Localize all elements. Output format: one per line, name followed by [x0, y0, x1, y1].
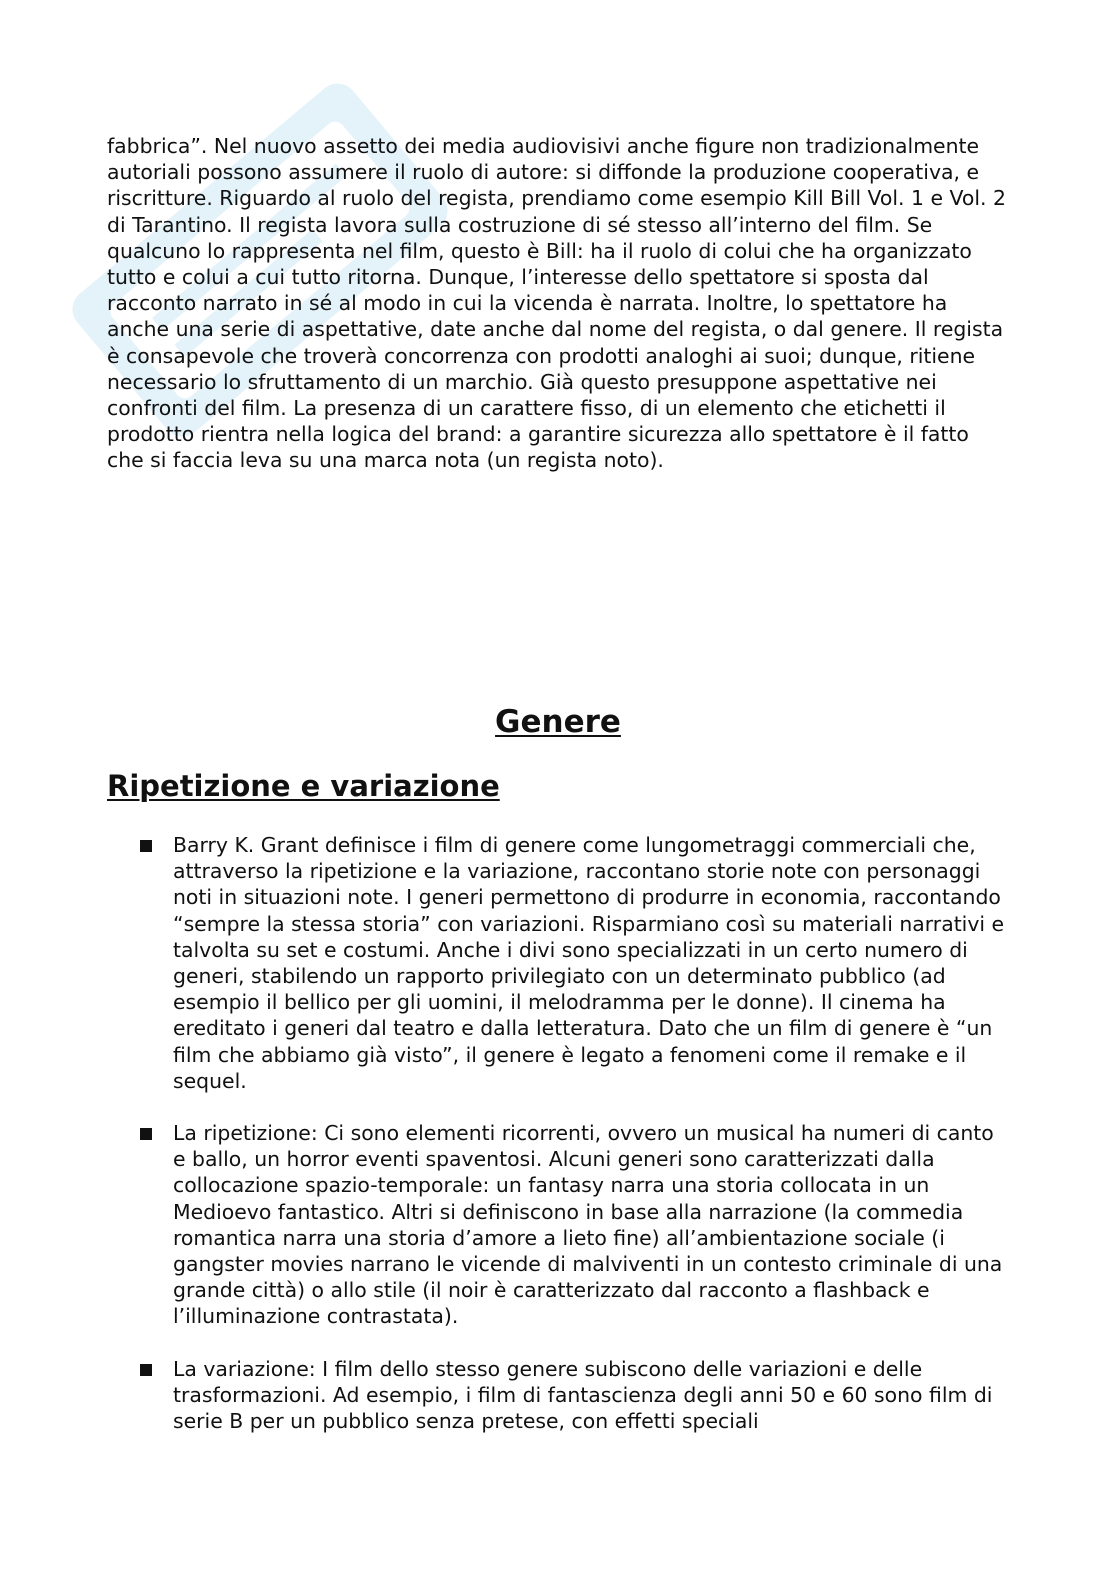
list-item: [107, 1120, 1007, 1330]
list-item: [107, 832, 1007, 1094]
bullet-list: [107, 832, 1007, 1460]
square-bullet-icon: [140, 840, 152, 852]
subsection-title: Ripetizione e variazione: [107, 769, 500, 803]
list-item: [107, 1356, 1007, 1435]
bullet-text: La ripetizione: Ci sono elementi ricorrenti, ovvero un musical ha numeri di canto e ballo, un horror eventi spaventosi. Alcuni generi sono caratterizzati dalla collocazione spazio-temporale: un fantasy narra una storia collocata in un Medioevo fantastico. Altri si definiscono in base alla narrazione (la commedia romantica narra una storia d’amore a lieto fine) all’ambientazione sociale (i gangster movies narrano le vicende di malviventi in un contesto criminale di una grande città) o allo stile (il noir è caratterizzato dal racconto a flashback e l’illuminazione contrastata).: [173, 1121, 1003, 1329]
bullet-text: Barry K. Grant definisce i film di genere come lungometraggi commerciali che, attraverso la ripetizione e la variazione, raccontano storie note con personaggi noti in situazioni note. I generi permettono di produrre in economia, raccontando “sempre la stessa storia” con variazioni. Risparmiano così su materiali narrativi e talvolta su set e costumi. Anche i divi sono specializzati in un certo numero di generi, stabilendo un rapporto privilegiato con un determinato pubblico (ad esempio il bellico per gli uomini, il melodramma per le donne). Il cinema ha ereditato i generi dal teatro e dalla letteratura. Dato che un film di genere è “un film che abbiamo già visto”, il genere è legato a fenomeni come il remake e il sequel.: [173, 833, 1005, 1093]
bullet-text: La variazione: I film dello stesso genere subiscono delle variazioni e delle trasformazioni. Ad esempio, i film di fantascienza degli anni 50 e 60 sono film di serie B per un pubblico senza pretese, con effetti speciali: [173, 1356, 993, 1434]
intro-paragraph: fabbrica”. Nel nuovo assetto dei media audiovisivi anche figure non tradizionalmente autoriali possono assumere il ruolo di autore: si diffonde la produzione cooperativa, e riscritture. Riguardo al ruolo del regista, prendiamo come esempio Kill Bill Vol. 1 e Vol. 2 di Tarantino. Il regista lavora sulla costruzione di sé stesso all’interno del film. Se qualcuno lo rappresenta nel film, questo è Bill: ha il ruolo di colui che ha organizzato tutto e colui a cui tutto ritorna. Dunque, l’interesse dello spettatore si sposta dal racconto narrato in sé al modo in cui la vicenda è narrata. Inoltre, lo spettatore ha anche una serie di aspettative, date anche dal nome del regista, o dal genere. Il regista è consapevole che troverà concorrenza con prodotti analoghi ai suoi; dunque, ritiene necessario lo sfruttamento di un marchio. Già questo presuppone aspettative nei confronti del film. La presenza di un carattere fisso, di un elemento che etichetti il prodotto rientra nella logica del brand: a garantire sicurezza allo spettatore è il fatto che si faccia leva su una marca nota (un regista noto).: [107, 134, 1006, 473]
square-bullet-icon: [140, 1364, 152, 1376]
square-bullet-icon: [140, 1128, 152, 1140]
section-title: Genere: [495, 704, 621, 740]
